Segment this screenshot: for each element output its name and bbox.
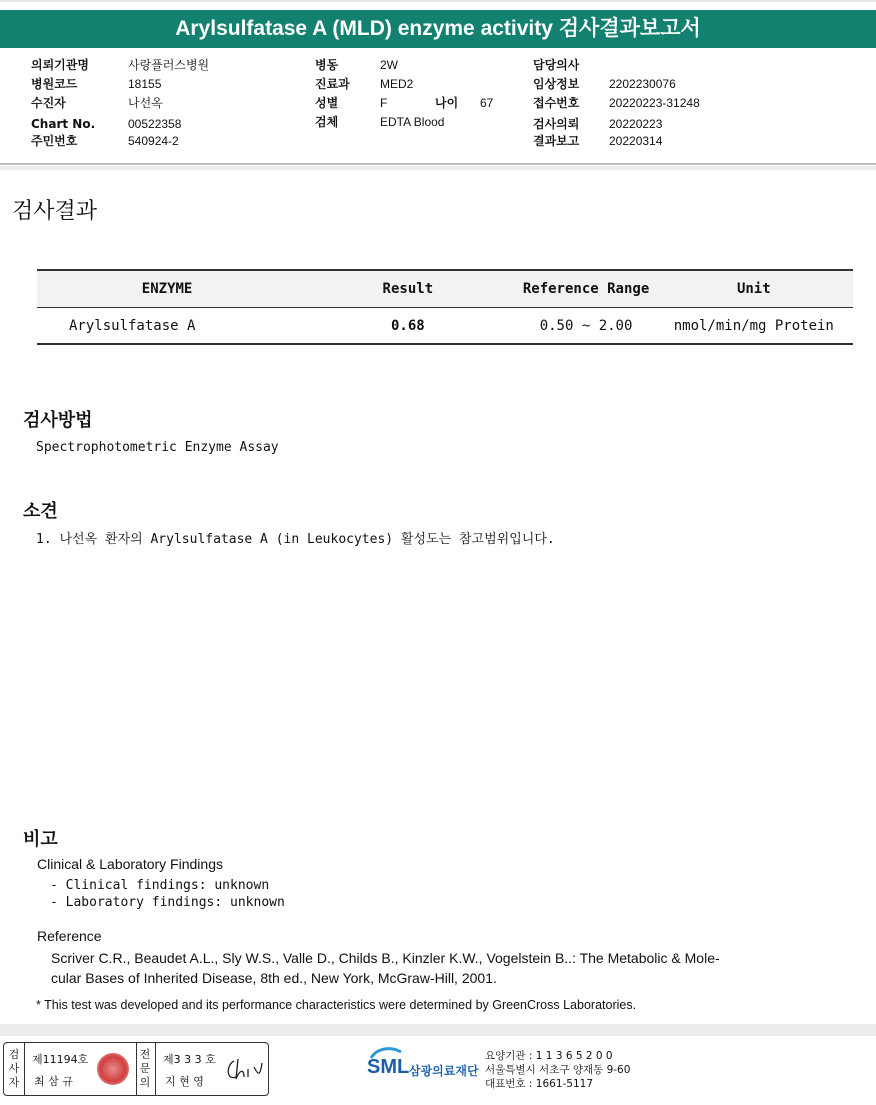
info-value: MED2	[380, 77, 414, 91]
opinion-heading: 소견	[23, 501, 58, 522]
info-label: 성별	[315, 96, 339, 110]
logo-text: SML	[367, 1056, 410, 1078]
unit: nmol/min/mg Protein	[655, 308, 853, 345]
finding-item: - Laboratory findings: unknown	[50, 895, 285, 910]
signature-box	[3, 1042, 269, 1096]
info-value: 20220223-31248	[609, 96, 700, 110]
confirmer-label-char: 문	[139, 1062, 151, 1075]
info-value: 00522358	[128, 117, 182, 131]
info-label: 병동	[315, 58, 339, 72]
info-label: 주민번호	[31, 134, 78, 148]
info-label: 진료과	[315, 77, 350, 91]
reference-range: 0.50 ~ 2.00	[518, 308, 655, 345]
results-table	[37, 269, 853, 345]
info-value: 2W	[380, 58, 398, 72]
info-label: 결과보고	[533, 134, 580, 148]
seal-stamp-icon	[97, 1053, 129, 1085]
confirmer-label-char: 의	[139, 1076, 151, 1089]
signature-icon	[224, 1055, 264, 1085]
divider	[0, 163, 876, 165]
info-value: 나선옥	[128, 96, 163, 110]
top-rule	[0, 0, 876, 2]
age-value: 67	[480, 96, 494, 110]
info-value: 18155	[128, 77, 162, 91]
info-label: 담당의사	[533, 58, 580, 72]
confirmer-license: 제3 3 3 호	[163, 1053, 216, 1066]
info-value: 20220223	[609, 117, 663, 131]
examiner-label-char: 검	[8, 1048, 20, 1061]
divider	[24, 1043, 25, 1095]
info-label: Chart No.	[31, 117, 96, 131]
examiner-label-char: 자	[8, 1076, 20, 1089]
col-enzyme: ENZYME	[37, 270, 298, 308]
info-label: 수진자	[31, 96, 66, 110]
method-text: Spectrophotometric Enzyme Assay	[36, 440, 279, 455]
org-address-block	[485, 1049, 630, 1091]
examiner-label-char: 사	[8, 1062, 20, 1075]
info-value: 2202230076	[609, 77, 676, 91]
opinion-text: 1. 나선옥 환자의 Arylsulfatase A (in Leukocytes) 활성도는 참고범위입니다.	[36, 532, 555, 547]
phone: 대표번호 : 1661-5117	[485, 1078, 594, 1090]
footer-band	[0, 1024, 876, 1036]
info-label: 검사의뢰	[533, 117, 580, 131]
remarks-heading: 비고	[23, 829, 58, 850]
info-label: 의뢰기관명	[31, 58, 89, 72]
table-row	[37, 308, 853, 345]
confirmer-name: 지 현 영	[165, 1075, 204, 1088]
results-heading: 검사결과	[12, 199, 98, 224]
reference-title: Reference	[37, 928, 102, 944]
result-value: 0.68	[298, 308, 517, 345]
col-unit: Unit	[655, 270, 853, 308]
info-label: 임상정보	[533, 77, 580, 91]
info-label: 접수번호	[533, 96, 580, 110]
info-value: 사랑플러스병원	[128, 58, 210, 72]
finding-item: - Clinical findings: unknown	[50, 878, 270, 893]
findings-title: Clinical & Laboratory Findings	[37, 856, 223, 872]
info-label: 검체	[315, 115, 339, 129]
col-range: Reference Range	[518, 270, 655, 308]
enzyme-name: Arylsulfatase A	[37, 308, 298, 345]
org-name: 삼광의료재단	[409, 1064, 479, 1078]
reference-line: Scriver C.R., Beaudet A.L., Sly W.S., Valle D., Childs B., Kinzler K.W., Vogelstein B..: The Metabolic & Mole-	[51, 950, 720, 966]
table-header-row	[37, 270, 853, 308]
info-label: 병원코드	[31, 77, 78, 91]
col-result: Result	[298, 270, 517, 308]
divider	[155, 1043, 156, 1095]
age-label: 나이	[435, 96, 459, 110]
care-code: 요양기관 : 1 1 3 6 5 2 0 0	[485, 1050, 613, 1062]
info-value: 540924-2	[128, 134, 179, 148]
report-title: Arylsulfatase A (MLD) enzyme activity 검사결과보고서	[0, 10, 876, 48]
reference-line: cular Bases of Inherited Disease, 8th ed., New York, McGraw-Hill, 2001.	[51, 970, 497, 986]
info-value: 20220314	[609, 134, 663, 148]
info-value: F	[380, 96, 388, 110]
info-value: EDTA Blood	[380, 115, 445, 129]
disclaimer-note: * This test was developed and its performance characteristics were determined by GreenCross Laboratories.	[36, 998, 637, 1012]
examiner-license: 제11194호	[32, 1053, 89, 1066]
address: 서울특별시 서초구 양재동 9-60	[485, 1064, 631, 1076]
divider	[0, 166, 876, 170]
examiner-name: 최 삼 규	[34, 1075, 73, 1088]
confirmer-label-char: 전	[139, 1048, 151, 1061]
method-heading: 검사방법	[23, 410, 93, 431]
